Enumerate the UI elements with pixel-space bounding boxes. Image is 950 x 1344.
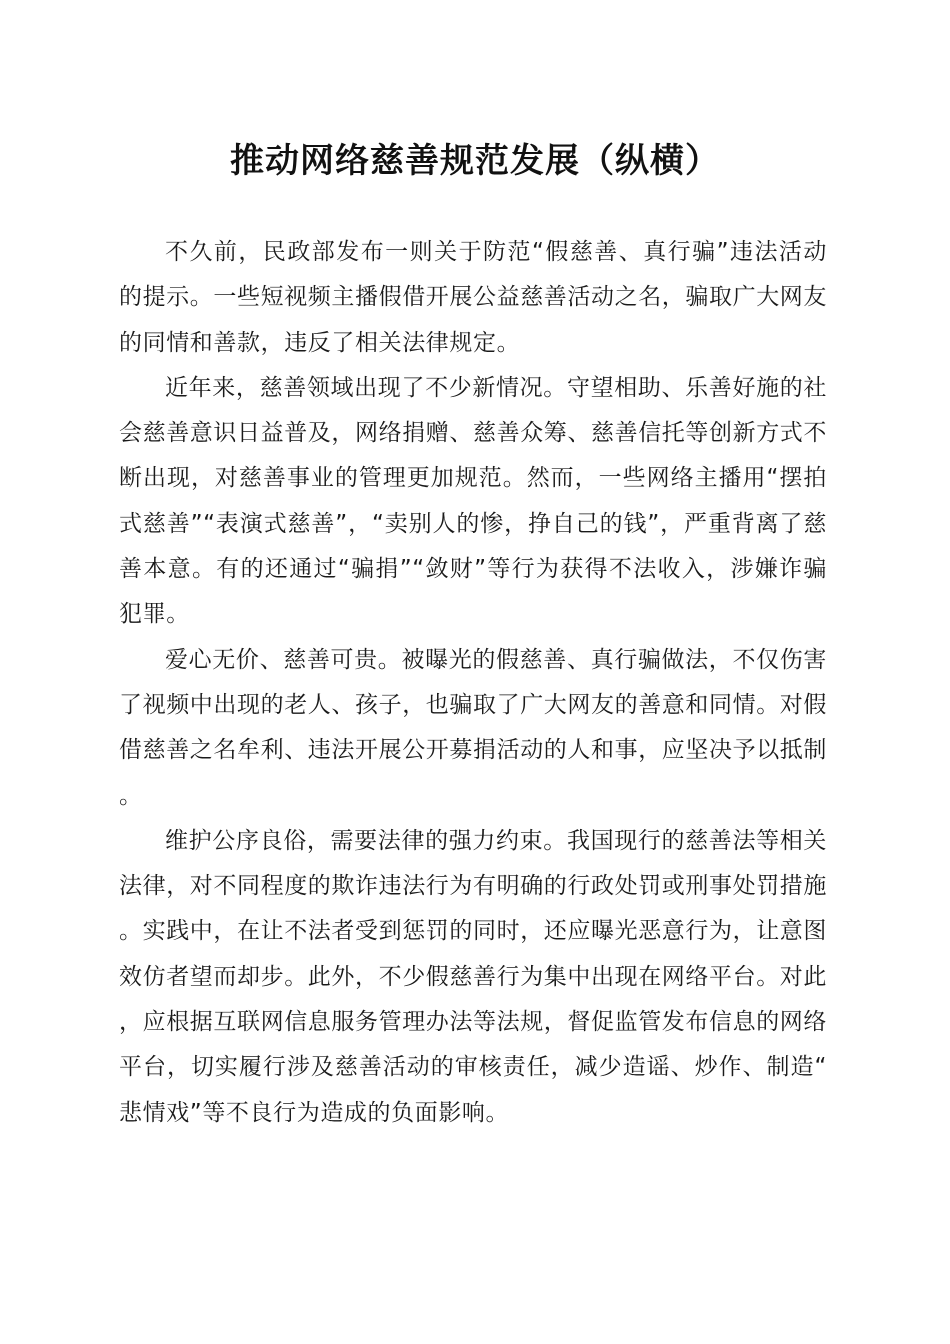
paragraph-1: 不久前，民政部发布一则关于防范“假慈善、真行骗”违法活动的提示。一些短视频主播假借开展公益慈善活动之名，骗取广大网友的同情和善款，违反了相关法律规定。 [119, 239, 827, 356]
paragraph-4: 维护公序良俗，需要法律的强力约束。我国现行的慈善法等相关法律，对不同程度的欺诈违法行为有明确的行政处罚或刑事处罚措施。实践中，在让不法者受到惩罚的同时，还应曝光恶意行为，让意图效仿者望而却步。此外，不少假慈善行为集中出现在网络平台。对此，应根据互联网信息服务管理办法等法规，督促监管发布信息的网络平台，切实履行涉及慈善活动的审核责任，减少造谣、炒作、制造“悲情戏”等不良行为造成的负面影响。 [119, 827, 827, 1126]
paragraph-2: 近年来，慈善领域出现了不少新情况。守望相助、乐善好施的社会慈善意识日益普及，网络捐赠、慈善众筹、慈善信托等创新方式不断出现，对慈善事业的管理更加规范。然而，一些网络主播用“摆拍式慈善”“表演式慈善”，“卖别人的惨，挣自己的钱”，严重背离了慈善本意。有的还通过“骗捐”“敛财”等行为获得不法收入，涉嫌诈骗犯罪。 [119, 374, 827, 628]
document-body [119, 230, 827, 1136]
paragraph-3: 爱心无价、慈善可贵。被曝光的假慈善、真行骗做法，不仅伤害了视频中出现的老人、孩子，也骗取了广大网友的善意和同情。对假借慈善之名牟利、违法开展公开募捐活动的人和事，应坚决予以抵制。 [119, 646, 827, 809]
document-title: 推动网络慈善规范发展（纵横） [230, 141, 720, 181]
